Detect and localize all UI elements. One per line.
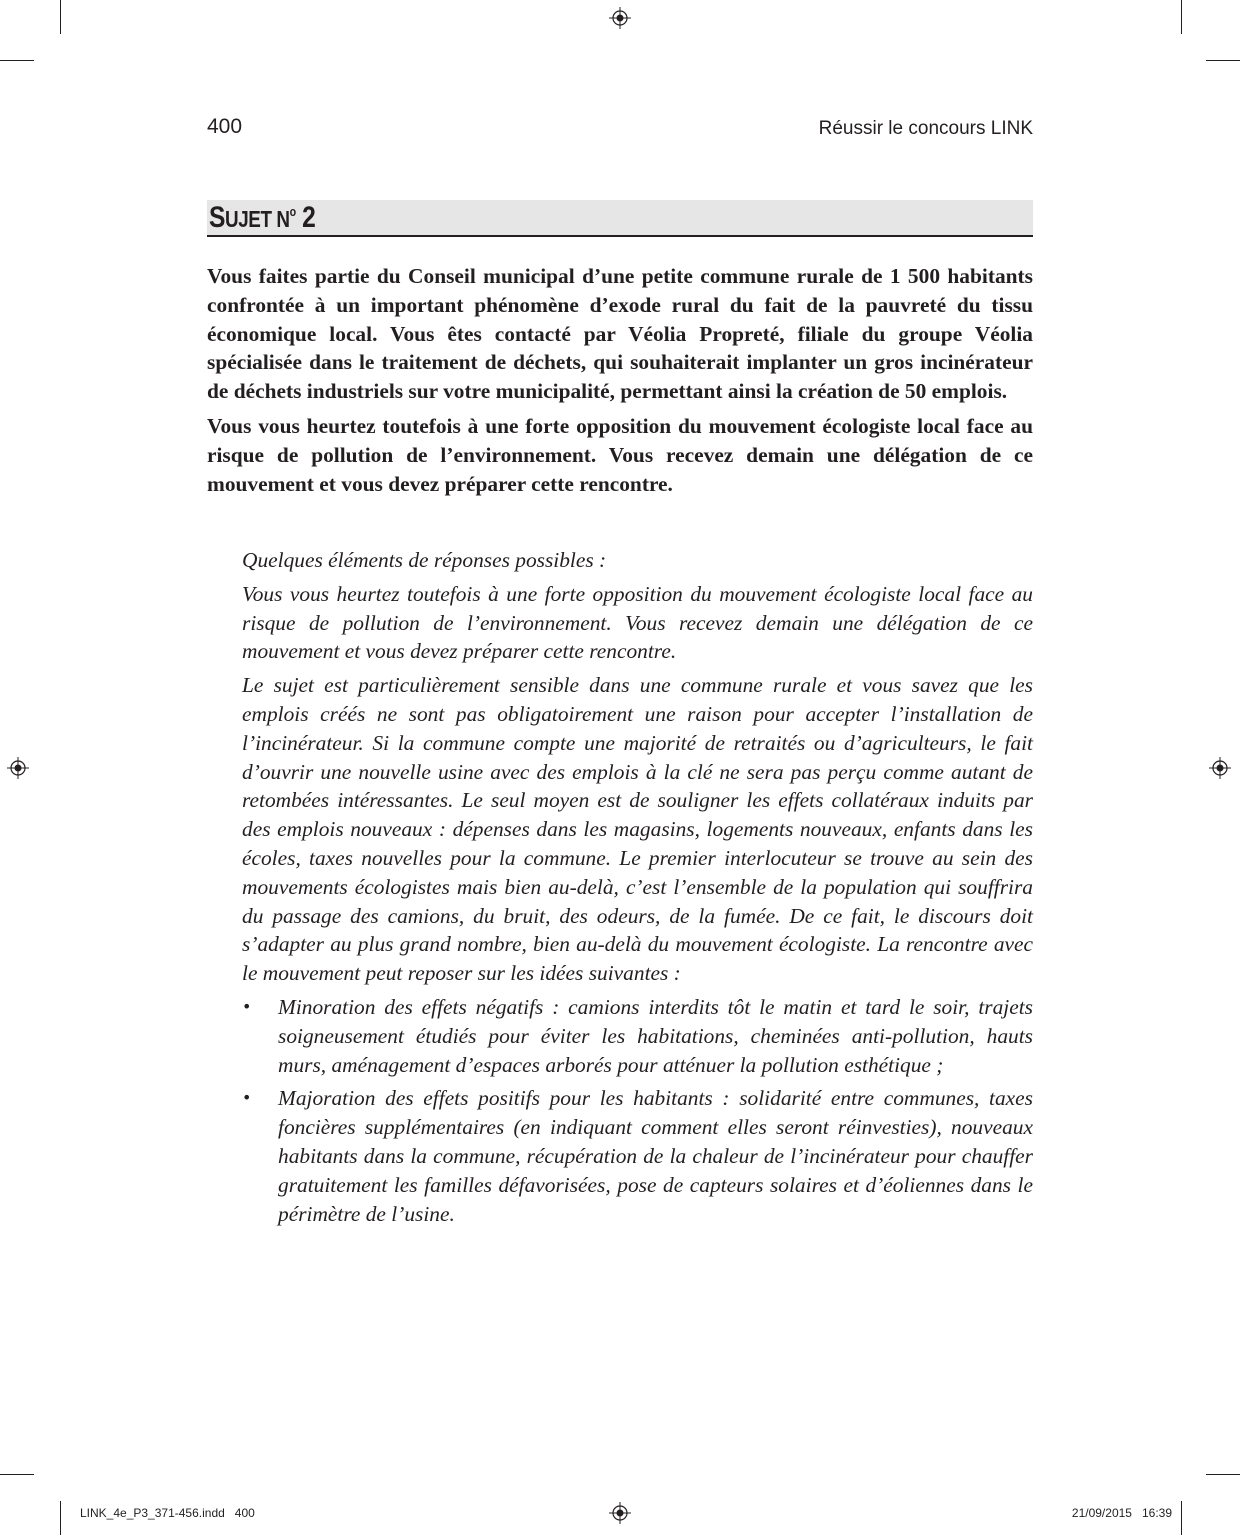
crop-mark-bottom-right-horizontal <box>1206 1474 1240 1475</box>
list-item <box>242 993 1033 1079</box>
crop-mark-bottom-left-vertical <box>60 1501 61 1535</box>
heading-degree: o <box>289 204 296 219</box>
section-heading-title <box>209 201 315 235</box>
crop-mark-top-left-vertical <box>60 0 61 34</box>
heading-smallcaps: UJET N <box>225 206 290 232</box>
crop-mark-bottom-right-vertical <box>1181 1501 1182 1535</box>
prompt-paragraph: Vous vous heurtez toutefois à une forte opposition du mouvement écologiste local face au risque de pollution de l’environnement. Vous recevez demain une délégation de ce mouvement et vous devez préparer cette rencontre. <box>207 413 1033 496</box>
crop-mark-bottom-left-horizontal <box>0 1474 34 1475</box>
running-head <box>207 115 1033 145</box>
registration-mark-icon <box>7 757 29 779</box>
page-number: 400 <box>207 115 243 138</box>
section-heading <box>207 200 1033 237</box>
registration-mark-icon <box>609 7 631 29</box>
prompt-paragraph: Vous faites partie du Conseil municipal d’une petite commune rurale de 1 500 habitants confrontée à un important phénomène d’exode rural du fait de la pauvreté du tissu économique local. Vous êtes contacté par Véolia Propreté, filiale du groupe Véolia spécialisée dans le traitement de déchets, qui souhaiterait implanter un gros incinérateur de déchets industriels sur votre municipalité, permettant ainsi la création de 50 emplois. <box>207 264 1033 404</box>
slug-file-name: LINK_4e_P3_371-456.indd 400 <box>80 1506 255 1520</box>
answer-paragraph: Vous vous heurtez toutefois à une forte opposition du mouvement écologiste local face au risque de pollution de l’environnement. Vous recevez demain une délégation de ce mouvement et vous devez préparer cette rencontre. <box>242 581 1033 664</box>
crop-mark-top-left-horizontal <box>0 60 34 61</box>
registration-mark-icon <box>609 1502 631 1524</box>
subject-prompt <box>207 262 1033 504</box>
crop-mark-top-right-vertical <box>1181 0 1182 34</box>
heading-prefix: S <box>209 201 226 234</box>
bullet-icon: • <box>242 996 252 1016</box>
heading-number: 2 <box>295 201 316 234</box>
book-title: Réussir le concours LINK <box>818 118 1033 139</box>
answers-intro: Quelques éléments de réponses possibles : <box>242 548 607 572</box>
answer-paragraph: Le sujet est particulièrement sensible dans une commune rurale et vous savez que les emplois créés ne sont pas obligatoirement une raison pour accepter l’installation de l’incinérateur. Si la commune compte une majorité de retraités ou d’agriculteurs, le fait d’ouvrir une nouvelle usine avec des emplois à la clé ne sera pas perçu comme autant de retombées intéressantes. Le seul moyen est de souligner les effets collatéraux induits par des emplois nouveaux : dépenses dans les magasins, logements nouveaux, enfants dans les écoles, taxes nouvelles pour la commune. Le premier interlocuteur se trouve au sein des mouvements écologistes mais bien au-delà, c’est l’ensemble de la population qui souffrira du passage des camions, du bruit, des odeurs, de la fumée. De ce fait, le discours doit s’adapter au plus grand nombre, bien au-delà du mouvement écologiste. La rencontre avec le mouvement peut reposer sur les idées suivantes : <box>242 673 1033 986</box>
answer-bullet-list <box>242 993 1033 1228</box>
list-item <box>242 1084 1033 1228</box>
registration-mark-icon <box>1209 757 1231 779</box>
list-item-text: Minoration des effets négatifs : camions interdits tôt le matin et tard le soir, trajets soigneusement étudiés pour éviter les habitations, cheminées anti-pollution, hauts murs, aménagement d’espaces arborés pour atténuer la pollution esthétique ; <box>278 994 1033 1077</box>
bullet-icon: • <box>242 1088 252 1108</box>
list-item-text: Majoration des effets positifs pour les habitants : solidarité entre communes, taxes foncières supplémentaires (en indiquant comment elles seront réinvesties), nouveaux habitants dans la commune, récupération de la chaleur de l’incinérateur pour chauffer gratuitement les familles défavorisées, pose de capteurs solaires et d’éoliennes dans le périmètre de l’usine. <box>278 1086 1033 1226</box>
answer-elements <box>242 546 1033 1233</box>
crop-mark-top-right-horizontal <box>1206 60 1240 61</box>
slug-date-time: 21/09/2015 16:39 <box>1071 1506 1172 1520</box>
